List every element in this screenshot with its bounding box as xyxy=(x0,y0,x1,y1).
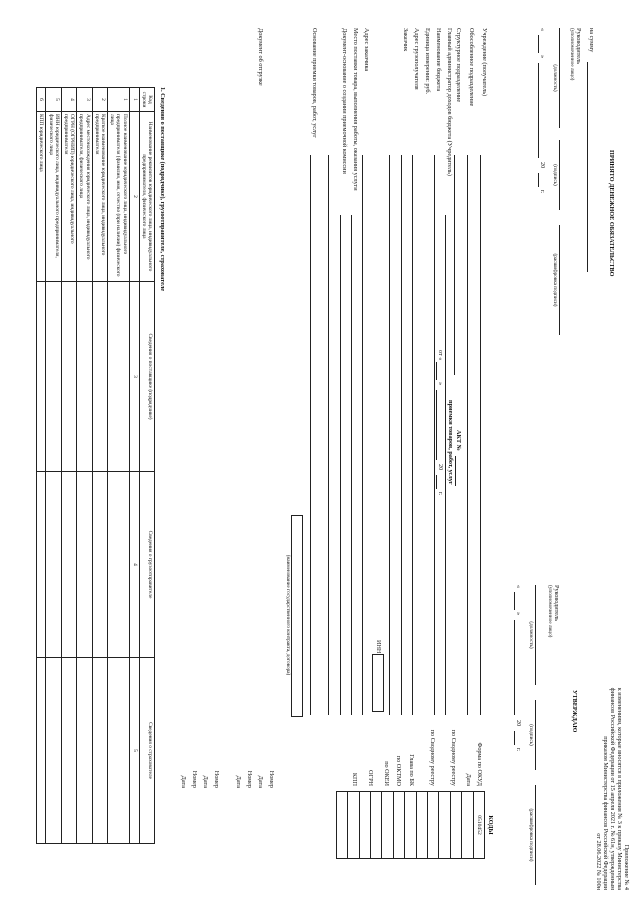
column-number-row xyxy=(129,88,139,844)
row-label: Адрес местонахождения юридического лица, индивидуального предпринимателя, физического лица xyxy=(77,112,92,282)
row-label: КПП юридического лица xyxy=(37,112,46,282)
col-number: 5 xyxy=(129,658,139,844)
field-label: Адрес заказчика xyxy=(363,28,370,72)
act-title: АКТ № xyxy=(455,430,462,451)
supplier-table xyxy=(36,87,155,844)
act-year-prefix: 20 xyxy=(437,464,444,471)
table-row xyxy=(107,88,129,844)
obligation-head-sub: (уполномоченное лицо) xyxy=(569,28,575,81)
obligation-year-prefix: 20 xyxy=(539,162,546,169)
obligation-sum-label: на сумму xyxy=(588,28,595,53)
field-label: Основание приемки товаров, работ, услуг xyxy=(311,28,318,138)
table-row xyxy=(37,88,46,844)
approve-signature-label: (подпись) xyxy=(528,724,534,746)
code-cell xyxy=(348,792,359,859)
codes-row-label: Глава по БК xyxy=(408,754,415,786)
code-cell xyxy=(359,792,370,859)
act-day-line xyxy=(436,362,437,380)
field-line xyxy=(310,155,311,715)
code-cell xyxy=(450,792,461,859)
code-cell xyxy=(439,792,450,859)
field-line xyxy=(412,155,413,715)
cell-insurer[interactable] xyxy=(46,658,61,844)
code-cell xyxy=(336,792,347,859)
approve-date-close: » xyxy=(515,612,522,616)
codes-row-label: по ОКЕИ xyxy=(383,761,390,786)
appendix-line: от 28.06.2022 № 100н xyxy=(595,833,602,890)
cell-supplier[interactable] xyxy=(37,282,46,472)
approve-year-prefix: 20 xyxy=(515,720,522,727)
obligation-month-line xyxy=(538,63,539,158)
contract-label: (наименование государственного контракта, договора) xyxy=(285,554,291,676)
approve-decoding-label: (расшифровка подписи) xyxy=(528,808,534,862)
obligation-position-label: (должность) xyxy=(552,64,558,92)
field-label: Заказчик xyxy=(402,28,409,52)
obligation-signature-label: (подпись) xyxy=(552,164,558,186)
field-line xyxy=(389,155,390,715)
approve-head-sub: (уполномоченное лицо) xyxy=(547,585,553,638)
approve-day-line xyxy=(514,592,515,610)
cell-supplier[interactable] xyxy=(92,282,107,472)
obligation-decoding-line xyxy=(559,225,560,335)
approve-signature-line xyxy=(535,700,536,770)
code-cell xyxy=(416,792,427,859)
delivery-number-label-2: Номер xyxy=(246,770,253,788)
table-row xyxy=(77,88,92,844)
table-header-row xyxy=(139,88,154,844)
delivery-number-label: Номер xyxy=(268,770,275,788)
cell-insurer[interactable] xyxy=(61,658,76,844)
delivery-date-label: Дата xyxy=(257,775,264,788)
row-label: ОГРН (ОГРНИП) юридического лица, индивидуального предпринимателя xyxy=(61,112,76,282)
field-line xyxy=(480,155,481,715)
code-cell xyxy=(393,792,404,859)
field-label: Место поставки товара, выполнения работы, оказания услуги xyxy=(352,28,359,191)
obligation-title: ПРИНЯТО ДЕНЕЖНОЕ ОБЯЗАТЕЛЬСТВО xyxy=(608,150,615,277)
col-number: 4 xyxy=(129,472,139,658)
code-cell xyxy=(462,792,473,859)
cell-shipper[interactable] xyxy=(46,472,61,658)
approve-year-line xyxy=(514,731,515,745)
delivery-date-label-2: Дата xyxy=(235,775,242,788)
table-row xyxy=(92,88,107,844)
obligation-decoding-label: (расшифровка подписи) xyxy=(552,253,558,307)
col-number: 3 xyxy=(129,282,139,472)
field-line xyxy=(328,155,329,715)
field-label: Документ-основание о создании приемочной комиссии xyxy=(341,28,348,174)
col-header: Код строки xyxy=(139,88,154,112)
cell-shipper[interactable] xyxy=(37,472,46,658)
col-header: Сведения о страхователе xyxy=(139,658,154,844)
cell-supplier[interactable] xyxy=(46,282,61,472)
act-subtitle: приемки товаров, работ, услуг xyxy=(447,400,454,485)
delivery-doc-label: Документ об отгрузке xyxy=(257,28,264,86)
delivery-date-label-3: Дата xyxy=(202,775,209,788)
cell-supplier[interactable] xyxy=(107,282,129,472)
inn-box[interactable] xyxy=(372,654,384,712)
cell-insurer[interactable] xyxy=(37,658,46,844)
approve-date-open: « xyxy=(515,585,522,589)
row-code: 2 xyxy=(92,88,107,112)
appendix-line: к изменениям, которые вносятся в приложения № 3 к приказу Министерства xyxy=(616,687,623,890)
inn-label: ИНН xyxy=(375,640,382,654)
cell-shipper[interactable] xyxy=(77,472,92,658)
delivery-date-label-4: Дата xyxy=(180,775,187,788)
delivery-number-label-3: Номер xyxy=(213,770,220,788)
codes-row-label: по ОКТМО xyxy=(395,755,402,786)
obligation-sum-line xyxy=(587,62,588,272)
act-year-line xyxy=(436,475,437,489)
codes-row-label: по Сводному реестру xyxy=(450,729,457,786)
codes-row-label: Дата xyxy=(465,773,472,786)
field-line xyxy=(362,155,363,715)
table-row xyxy=(61,88,76,844)
approve-year-suffix: г. xyxy=(515,748,522,752)
delivery-number-label-4: Номер xyxy=(191,770,198,788)
field-label: Адрес грузополучателя xyxy=(413,28,420,90)
field-line xyxy=(351,215,352,715)
field-line xyxy=(434,155,435,715)
act-number-line xyxy=(455,456,456,486)
obligation-position-line xyxy=(559,28,560,128)
row-code: 5 xyxy=(46,88,61,112)
codes-row-label: КПП xyxy=(351,772,358,786)
section-title: 1. Сведения о поставщике (подрядчике), грузоотправителе, страхователе xyxy=(159,87,166,292)
codes-row-label: по Сводному реестру xyxy=(429,729,436,786)
cell-shipper[interactable] xyxy=(61,472,76,658)
approve-title: УТВЕРЖДАЮ xyxy=(571,690,578,733)
approve-position-line xyxy=(535,585,536,685)
field-label: Обособленное подразделение xyxy=(468,28,475,107)
cell-shipper[interactable] xyxy=(107,472,129,658)
col-header: Сведения о грузоотправителе xyxy=(139,472,154,658)
cell-supplier[interactable] xyxy=(61,282,76,472)
field-line xyxy=(445,215,446,715)
approve-decoding-line xyxy=(535,785,536,885)
field-line xyxy=(401,155,402,715)
field-label: Учреждение (получатель) xyxy=(481,28,488,97)
field-label: Главный администратор доходов бюджета (Учредитель) xyxy=(446,28,453,176)
appendix-line: Приложение № 4 xyxy=(623,844,630,890)
appendix-line: приказом Министерства финансов Российской Федерации xyxy=(602,736,609,890)
obligation-year-line xyxy=(538,173,539,187)
code-form-cell: 0510452 xyxy=(473,792,484,859)
row-label: Краткое наименование юридического лица, индивидуального предпринимателя xyxy=(92,112,107,282)
approve-head: Руководитель xyxy=(553,585,560,621)
obligation-day-line xyxy=(538,35,539,53)
table-row xyxy=(46,88,61,844)
cell-shipper[interactable] xyxy=(92,472,107,658)
row-code: 1 xyxy=(107,88,129,112)
field-label: Структурное подразделение xyxy=(455,28,462,103)
row-code: 4 xyxy=(61,88,76,112)
field-label: Наименование бюджета xyxy=(435,28,442,92)
cell-insurer[interactable] xyxy=(92,658,107,844)
obligation-signature-line xyxy=(559,140,560,210)
code-cell xyxy=(428,792,439,859)
obligation-date-open: « xyxy=(539,28,546,32)
codes-table xyxy=(336,791,485,859)
codes-form-label: Форма по ОКУД xyxy=(476,742,483,786)
col-number: 1 xyxy=(129,88,139,112)
field-label: Единица измерения: руб. xyxy=(424,28,431,95)
col-header: Сведения о поставщике (подрядчике) xyxy=(139,282,154,472)
col-number: 2 xyxy=(129,112,139,282)
act-date-close: » xyxy=(437,382,444,386)
code-cell xyxy=(382,792,393,859)
field-line xyxy=(340,215,341,715)
act-year-suffix: г. xyxy=(437,492,444,496)
cell-insurer[interactable] xyxy=(77,658,92,844)
approve-month-line xyxy=(514,620,515,715)
obligation-year-suffix: г. xyxy=(539,190,546,194)
approve-position-label: (должность) xyxy=(528,621,534,649)
code-cell xyxy=(405,792,416,859)
appendix-line: финансов Российской Федерации от 15 апреля 2021 г. № 61н, утвержденным xyxy=(609,687,616,890)
obligation-date-close: » xyxy=(539,55,546,59)
act-month-line xyxy=(436,390,437,460)
field-line xyxy=(467,155,468,715)
code-cell xyxy=(371,792,382,859)
row-code: 3 xyxy=(77,88,92,112)
contract-box[interactable] xyxy=(291,515,303,717)
row-code: 6 xyxy=(37,88,46,112)
row-label: ИНН юридического лица, индивидуального предпринимателя, физического лица xyxy=(46,112,61,282)
cell-insurer[interactable] xyxy=(107,658,129,844)
codes-header: КОДЫ xyxy=(487,815,494,835)
act-date-open: от « xyxy=(437,350,444,361)
row-label: Полное наименование юридического лица, индивидуального предпринимателя (фамилия, имя, отчество (при наличии) физического лица xyxy=(107,112,129,282)
field-line xyxy=(454,155,455,375)
codes-row-label: ОГРН xyxy=(367,770,374,786)
col-header: Наименование реквизитов юридического лица, индивидуального предпринимателя, физического лица xyxy=(139,112,154,282)
cell-supplier[interactable] xyxy=(77,282,92,472)
obligation-head: Руководитель xyxy=(575,28,582,64)
